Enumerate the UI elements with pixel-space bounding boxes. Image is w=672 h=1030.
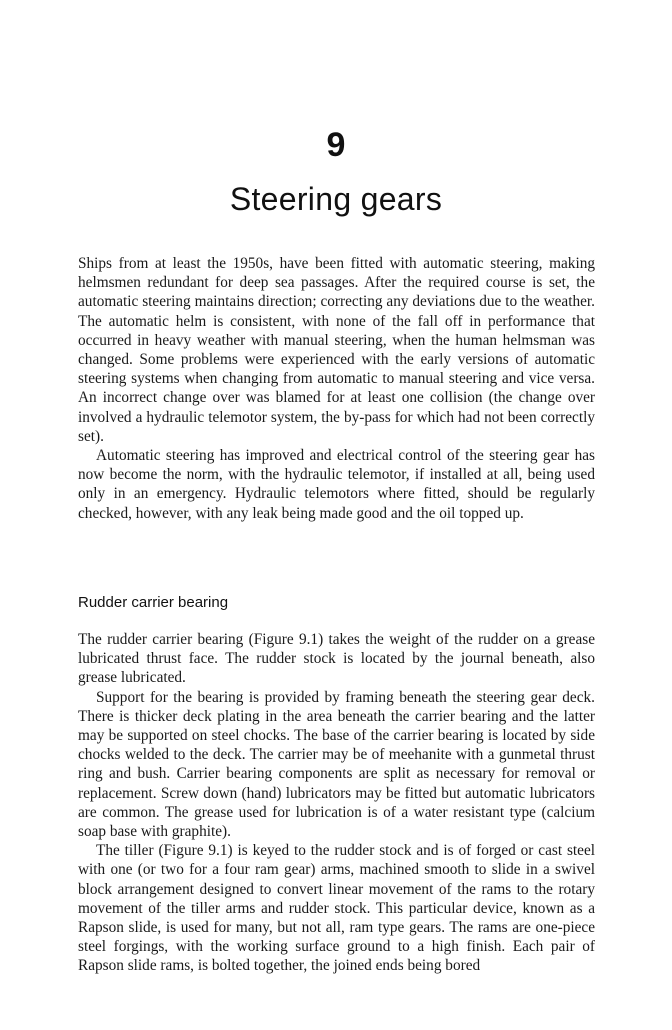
section-paragraph-2: Support for the bearing is provided by framing beneath the steering gear deck. There is thicker deck plating in the area beneath the carrier bearing and the latter may be supported on steel chocks. The base of the carrier bearing is located by side chocks welded to the deck. The carrier may be of meehanite with a gunmetal thrust ring and bush. Carrier bearing components are split as necessary for removal or replacement. Screw down (hand) lubricators may be fitted but automatic lubricators are common. The grease used for lubrication is of a water resistant type (calcium soap base with graphite). (78, 688, 595, 841)
intro-text (78, 254, 595, 523)
chapter-number: 9 (326, 126, 346, 164)
section-paragraph-3: The tiller (Figure 9.1) is keyed to the rudder stock and is of forged or cast steel with one (or two for a four ram gear) arms, machined smooth to slide in a swivel block arrangement designed to convert linear movement of the rams to the rotary movement of the tiller arms and rudder stock. This particular device, known as a Rapson slide, is used for many, but not all, ram type gears. The rams are one-piece steel forgings, with the working surface ground to a high finish. Each pair of Rapson slide rams, is bolted together, the joined ends being bored (78, 842, 595, 975)
section-paragraph-1: The rudder carrier bearing (Figure 9.1) takes the weight of the rudder on a grease lubricated thrust face. The rudder stock is located by the journal beneath, also grease lubricated. (78, 631, 595, 687)
chapter-title: Steering gears (229, 181, 443, 217)
intro-paragraph-1: Ships from at least the 1950s, have been fitted with automatic steering, making helmsmen redundant for deep sea passages. After the required course is set, the automatic steering maintains direction; correcting any deviations due to the weather. The automatic helm is consistent, with none of the fall off in performance that occurred in heavy weather with manual steering, when the human helmsman was changed. Some problems were experienced with the early versions of automatic steering systems when changing from automatic to manual steering and vice versa. An incorrect change over was blamed for at least one collision (the change over involved a hydraulic telemotor system, the by-pass for which had not been correctly set). (78, 255, 595, 445)
section-body (78, 630, 595, 976)
intro-paragraph-2: Automatic steering has improved and electrical control of the steering gear has now become the norm, with the hydraulic telemotor, if installed at all, being used only in an emergency. Hydraulic telemotors where fitted, should be regularly checked, however, with any leak being made good and the oil topped up. (78, 447, 595, 522)
section-heading: Rudder carrier bearing (78, 594, 229, 611)
